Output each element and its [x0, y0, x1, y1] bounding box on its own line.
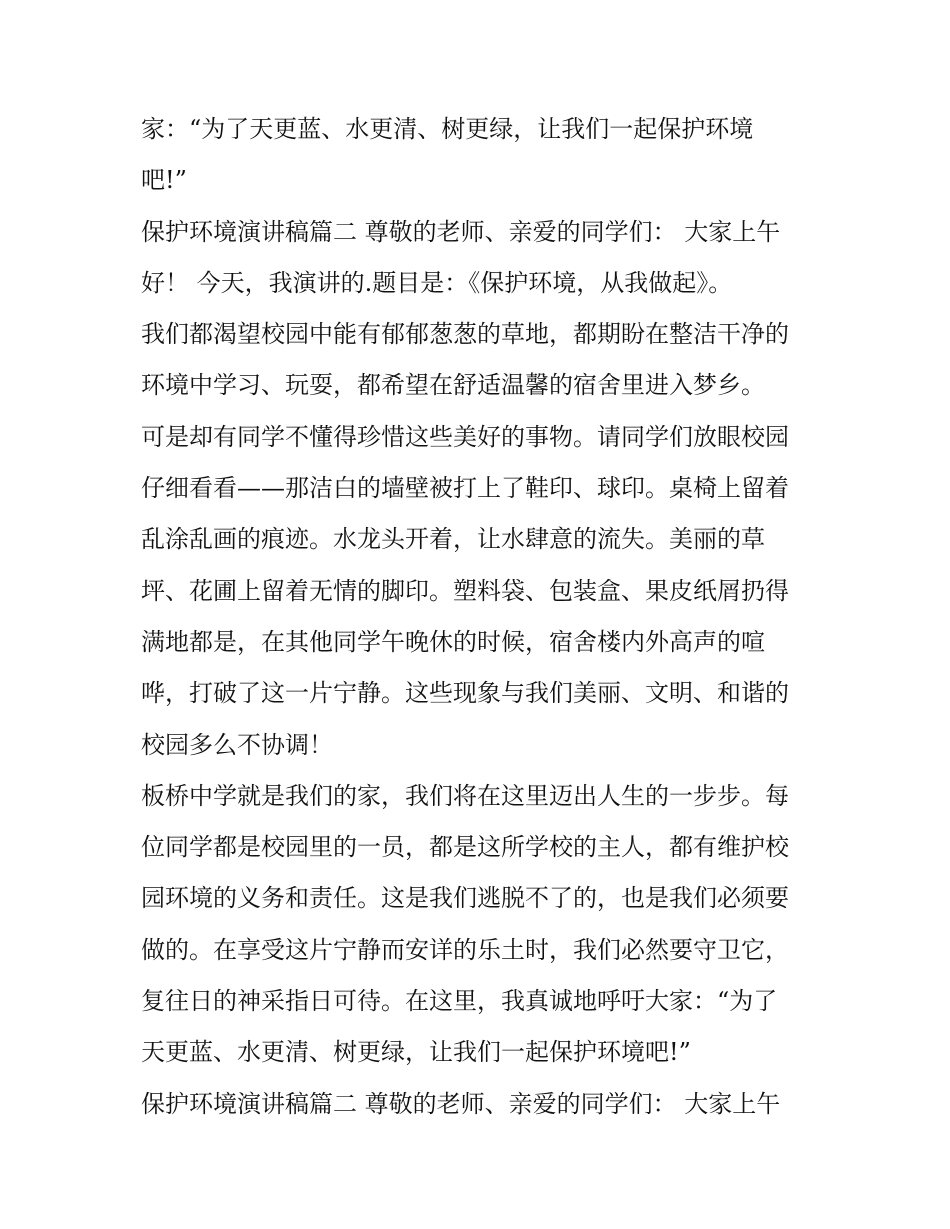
text-line: 位同学都是校园里的一员，都是这所学校的主人，都有维护校	[141, 833, 789, 862]
text-line: 吧!”	[141, 166, 187, 195]
speech-text-body	[141, 104, 821, 1130]
text-line: 乱涂乱画的痕迹。水龙头开着，让水肆意的流失。美丽的草	[141, 525, 765, 554]
text-line: 板桥中学就是我们的家，我们将在这里迈出人生的一步步。每	[141, 781, 789, 810]
text-line: 天更蓝、水更清、树更绿，让我们一起保护环境吧!”	[141, 1038, 691, 1067]
text-line: 保护环境演讲稿篇二 尊敬的老师、亲爱的同学们： 大家上午	[141, 1089, 781, 1118]
text-line: 满地都是，在其他同学午晚休的时候，宿舍楼内外高声的喧	[141, 627, 765, 656]
text-line: 复往日的神采指日可待。在这里，我真诚地呼吁大家：“为了	[141, 987, 778, 1016]
text-line: 园环境的义务和责任。这是我们逃脱不了的，也是我们必须要	[141, 884, 789, 913]
text-line: 哗，打破了这一片宁静。这些现象与我们美丽、文明、和谐的	[141, 679, 789, 708]
text-line: 环境中学习、玩耍，都希望在舒适温馨的宿舍里进入梦乡。	[141, 371, 765, 400]
text-line: 保护环境演讲稿篇二 尊敬的老师、亲爱的同学们： 大家上午	[141, 217, 781, 246]
text-line: 做的。在享受这片宁静而安详的乐土时，我们必然要守卫它，	[141, 935, 789, 964]
text-line: 可是却有同学不懂得珍惜这些美好的事物。请同学们放眼校园	[141, 422, 789, 451]
text-line: 好！ 今天，我演讲的.题目是：《保护环境，从我做起》。	[141, 268, 733, 297]
text-line: 仔细看看——那洁白的墙壁被打上了鞋印、球印。桌椅上留着	[141, 474, 789, 503]
text-line: 家：“为了天更蓝、水更清、树更绿，让我们一起保护环境	[141, 115, 754, 143]
text-line: 校园多么不协调！	[141, 730, 333, 759]
text-line: 我们都渴望校园中能有郁郁葱葱的草地，都期盼在整洁干净的	[141, 320, 789, 349]
text-line: 坪、花圃上留着无情的脚印。塑料袋、包装盒、果皮纸屑扔得	[141, 576, 789, 605]
